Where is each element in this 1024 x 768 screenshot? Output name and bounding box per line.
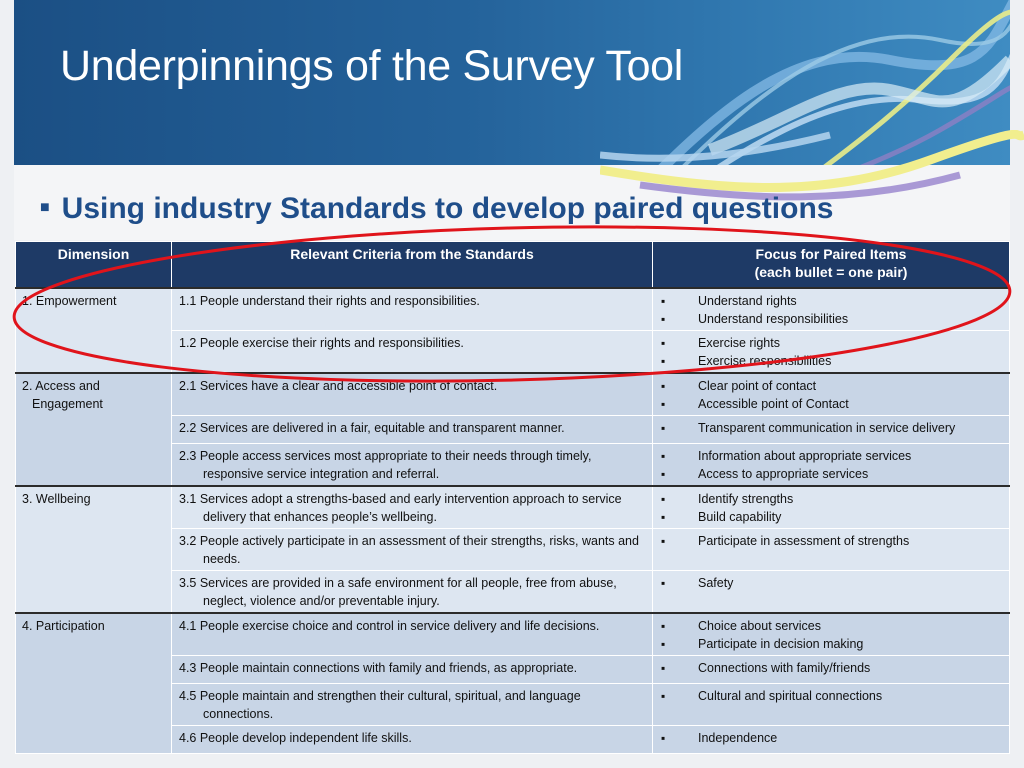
dimension-cell: 1. Empowerment [16, 288, 172, 373]
criterion-cell [172, 571, 653, 614]
group-wellbeing [16, 486, 1010, 613]
focus-list [659, 419, 1003, 437]
focus-list [659, 292, 1003, 328]
table-row [16, 288, 1010, 331]
criterion-cell [172, 373, 653, 416]
criterion-text: 2.2 Services are delivered in a fair, equitable and transparent manner. [179, 421, 565, 435]
standards-table [15, 241, 1010, 754]
focus-cell [653, 444, 1010, 487]
focus-cell [653, 684, 1010, 726]
group-participation [16, 613, 1010, 754]
focus-list [659, 659, 1003, 677]
table-row [16, 613, 1010, 656]
criterion-cell [172, 288, 653, 331]
focus-item: ▪ Participate in assessment of strengths [659, 532, 1003, 550]
criterion-text: 3.2 People actively participate in an assessment of their strengths, risks, wants and needs. [179, 534, 639, 566]
criterion-cell [172, 726, 653, 754]
criterion-cell [172, 656, 653, 684]
criterion-text: 4.1 People exercise choice and control in service delivery and life decisions. [179, 619, 600, 633]
focus-list [659, 447, 1003, 483]
swoosh-decoration [600, 130, 1024, 250]
dimension-text: 2. Access and Engagement [22, 379, 103, 411]
focus-cell [653, 656, 1010, 684]
focus-item: ▪ Identify strengths [659, 490, 1003, 508]
criterion-text: 4.3 People maintain connections with family and friends, as appropriate. [179, 661, 578, 675]
focus-list [659, 377, 1003, 413]
focus-cell [653, 373, 1010, 416]
criterion-text: 4.5 People maintain and strengthen their cultural, spiritual, and language connections. [179, 689, 581, 721]
criterion-cell [172, 613, 653, 656]
focus-item: ▪ Independence [659, 729, 1003, 747]
focus-item: ▪ Choice about services [659, 617, 1003, 635]
slide-title: Underpinnings of the Survey Tool [60, 42, 684, 90]
focus-list [659, 532, 1003, 550]
criterion-text: 2.3 People access services most appropriate to their needs through timely, responsive service integration and referral. [179, 449, 592, 481]
focus-list [659, 574, 1003, 592]
table-row [16, 486, 1010, 529]
header-focus [653, 242, 1010, 289]
focus-item: ▪ Clear point of contact [659, 377, 1003, 395]
header-criteria: Relevant Criteria from the Standards [172, 242, 653, 289]
focus-cell [653, 288, 1010, 331]
criterion-text: 3.5 Services are provided in a safe environment for all people, free from abuse, neglect, violence and/or preventable injury. [179, 576, 617, 608]
focus-list [659, 617, 1003, 653]
dimension-cell [16, 373, 172, 486]
bullet-heading [40, 192, 833, 226]
focus-item: ▪ Build capability [659, 508, 1003, 526]
criterion-cell [172, 444, 653, 487]
focus-cell [653, 486, 1010, 529]
focus-item: ▪ Understand rights [659, 292, 1003, 310]
focus-cell [653, 726, 1010, 754]
criterion-cell [172, 529, 653, 571]
header-focus-line2: (each bullet = one pair) [754, 264, 908, 280]
group-empowerment [16, 288, 1010, 373]
criterion-text: 4.6 People develop independent life skills. [179, 731, 412, 745]
header-focus-line1: Focus for Paired Items [755, 246, 907, 262]
focus-item: ▪ Access to appropriate services [659, 465, 1003, 483]
dimension-cell: 4. Participation [16, 613, 172, 754]
bullet-text: Using industry Standards to develop paired questions [61, 192, 834, 225]
focus-item: ▪ Accessible point of Contact [659, 395, 1003, 413]
focus-item: ▪ Cultural and spiritual connections [659, 687, 1003, 705]
focus-cell [653, 331, 1010, 374]
focus-item: ▪ Understand responsibilities [659, 310, 1003, 328]
focus-item: ▪ Exercise responsibilities [659, 352, 1003, 370]
header-dimension: Dimension [16, 242, 172, 289]
square-bullet-icon: ■ [40, 199, 50, 216]
focus-item: ▪ Connections with family/friends [659, 659, 1003, 677]
table-row [16, 373, 1010, 416]
focus-list [659, 687, 1003, 705]
focus-list [659, 729, 1003, 747]
criterion-text: 2.1 Services have a clear and accessible point of contact. [179, 379, 498, 393]
focus-cell [653, 416, 1010, 444]
focus-list [659, 490, 1003, 526]
group-access-engagement [16, 373, 1010, 486]
focus-item: ▪ Transparent communication in service delivery [659, 419, 1003, 437]
criterion-cell [172, 331, 653, 374]
criterion-cell [172, 684, 653, 726]
criterion-text: 1.1 People understand their rights and responsibilities. [179, 294, 480, 308]
dimension-cell: 3. Wellbeing [16, 486, 172, 613]
focus-item: ▪ Safety [659, 574, 1003, 592]
focus-item: ▪ Exercise rights [659, 334, 1003, 352]
criterion-cell [172, 486, 653, 529]
criterion-text: 1.2 People exercise their rights and responsibilities. [179, 336, 464, 350]
focus-item: ▪ Participate in decision making [659, 635, 1003, 653]
criterion-text: 3.1 Services adopt a strengths-based and early intervention approach to service delivery that enhances people’s wellbeing. [179, 492, 622, 524]
table-header-row [16, 242, 1010, 289]
focus-cell [653, 613, 1010, 656]
focus-item: ▪ Information about appropriate services [659, 447, 1003, 465]
focus-list [659, 334, 1003, 370]
criterion-cell [172, 416, 653, 444]
focus-cell [653, 571, 1010, 614]
focus-cell [653, 529, 1010, 571]
